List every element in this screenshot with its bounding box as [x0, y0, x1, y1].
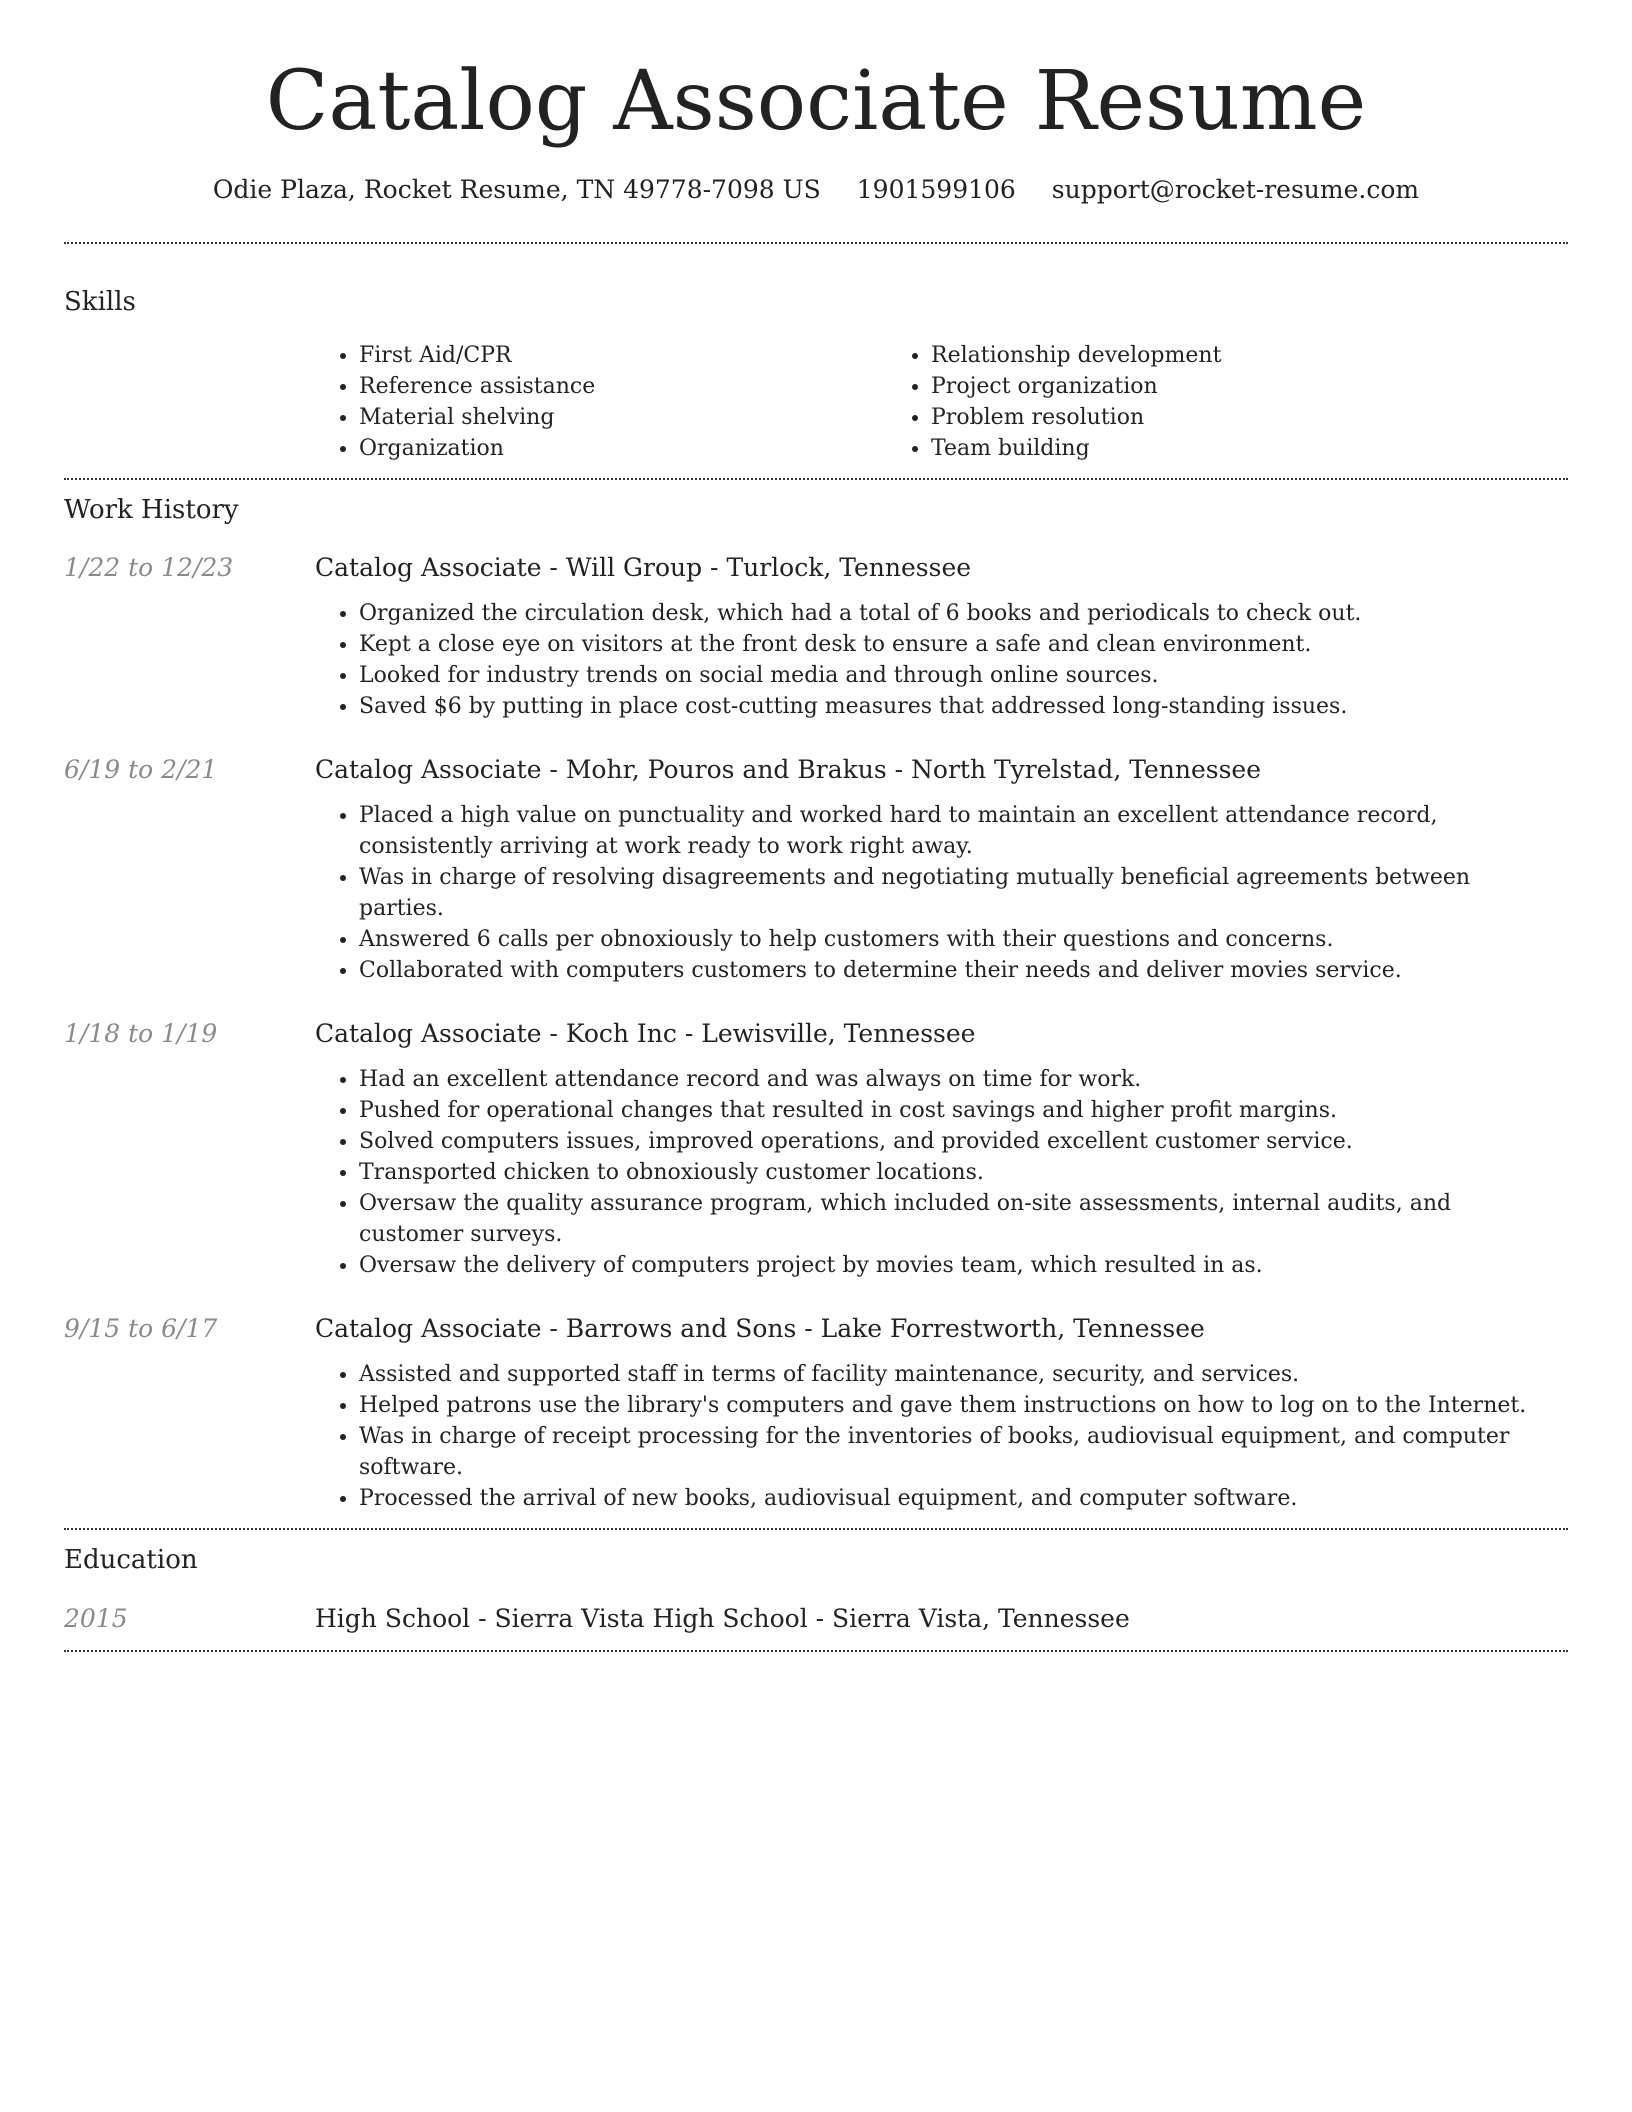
education-title: High School - Sierra Vista High School - Sierra Vista, Tennessee: [315, 1604, 1130, 1633]
job-title: Catalog Associate - Barrows and Sons - Lake Forrestworth, Tennessee: [315, 1314, 1205, 1343]
contact-address: Odie Plaza, Rocket Resume, TN 49778-7098 US: [212, 175, 821, 204]
work-history-section-title: Work History: [64, 495, 239, 525]
job-date: 9/15 to 6/17: [64, 1314, 218, 1343]
skill-item: • Reference assistance: [359, 371, 887, 402]
contact-email: support@rocket-resume.com: [1051, 175, 1420, 204]
job-bullets: [315, 598, 1568, 722]
job-bullet: • Oversaw the delivery of computers project by movies team, which resulted in as.: [359, 1250, 1568, 1281]
contact-phone: 1901599106: [856, 175, 1016, 204]
job-bullet: • Kept a close eye on visitors at the front desk to ensure a safe and clean environment.: [359, 629, 1568, 660]
job-bullet: • Transported chicken to obnoxiously customer locations.: [359, 1157, 1568, 1188]
resume-header: [64, 0, 1568, 208]
job-body: [315, 1311, 1568, 1514]
job-date: 1/18 to 1/19: [64, 1019, 218, 1048]
skill-item: • First Aid/CPR: [359, 340, 887, 371]
job-bullet: • Was in charge of receipt processing for the inventories of books, audiovisual equipment, and computer software.: [359, 1421, 1568, 1483]
education-section-title: Education: [64, 1545, 198, 1575]
job-entry: [64, 752, 1568, 986]
job-bullet: • Oversaw the quality assurance program, which included on-site assessments, internal audits, and customer surveys.: [359, 1188, 1568, 1250]
job-date: 1/22 to 12/23: [64, 553, 234, 582]
job-entry: [64, 1016, 1568, 1281]
job-bullet: • Answered 6 calls per obnoxiously to help customers with their questions and concerns.: [359, 924, 1568, 955]
job-bullet: • Pushed for operational changes that resulted in cost savings and higher profit margins.: [359, 1095, 1568, 1126]
skill-item: • Problem resolution: [931, 402, 1459, 433]
skill-item: • Project organization: [931, 371, 1459, 402]
job-title: Catalog Associate - Mohr, Pouros and Brakus - North Tyrelstad, Tennessee: [315, 755, 1261, 784]
job-bullet: • Looked for industry trends on social media and through online sources.: [359, 660, 1568, 691]
education-entry: [64, 1600, 1568, 1638]
job-bullet: • Saved $6 by putting in place cost-cutting measures that addressed long-standing issues.: [359, 691, 1568, 722]
job-entry: [64, 1311, 1568, 1514]
skill-item: • Team building: [931, 433, 1459, 464]
job-bullet: • Organized the circulation desk, which had a total of 6 books and periodicals to check out.: [359, 598, 1568, 629]
job-date: 6/19 to 2/21: [64, 755, 218, 784]
job-body: [315, 1016, 1568, 1281]
job-bullet: • Was in charge of resolving disagreements and negotiating mutually beneficial agreements between parties.: [359, 862, 1568, 924]
job-bullet: • Helped patrons use the library's computers and gave them instructions on how to log on to the Internet.: [359, 1390, 1568, 1421]
job-bullet: • Had an excellent attendance record and was always on time for work.: [359, 1064, 1568, 1095]
job-bullet: • Placed a high value on punctuality and worked hard to maintain an excellent attendance record, consistently arriving at work ready to work right away.: [359, 800, 1568, 862]
skills-list: [64, 340, 1568, 464]
job-body: [315, 550, 1568, 722]
job-bullets: [315, 800, 1568, 986]
job-bullets: [315, 1359, 1568, 1514]
job-bullet: • Solved computers issues, improved operations, and provided excellent customer service.: [359, 1126, 1568, 1157]
skills-section-title: Skills: [64, 287, 136, 317]
job-title: Catalog Associate - Will Group - Turlock, Tennessee: [315, 553, 972, 582]
section-divider: [64, 1650, 1568, 1652]
contact-line: [64, 172, 1568, 208]
job-body: [315, 752, 1568, 986]
skills-column-left: [315, 340, 887, 464]
resume-name: Catalog Associate Resume: [265, 54, 1367, 149]
section-divider: [64, 242, 1568, 244]
section-divider: [64, 1528, 1568, 1530]
job-bullets: [315, 1064, 1568, 1281]
job-entry: [64, 550, 1568, 722]
skill-item: • Material shelving: [359, 402, 887, 433]
education-date: 2015: [64, 1604, 128, 1633]
job-title: Catalog Associate - Koch Inc - Lewisville, Tennessee: [315, 1019, 976, 1048]
job-bullet: • Assisted and supported staff in terms of facility maintenance, security, and services.: [359, 1359, 1568, 1390]
skill-item: • Relationship development: [931, 340, 1459, 371]
skill-item: • Organization: [359, 433, 887, 464]
section-divider: [64, 478, 1568, 480]
skills-column-right: [887, 340, 1459, 464]
job-bullet: • Collaborated with computers customers to determine their needs and deliver movies service.: [359, 955, 1568, 986]
job-bullet: • Processed the arrival of new books, audiovisual equipment, and computer software.: [359, 1483, 1568, 1514]
education-body: [315, 1600, 1568, 1638]
